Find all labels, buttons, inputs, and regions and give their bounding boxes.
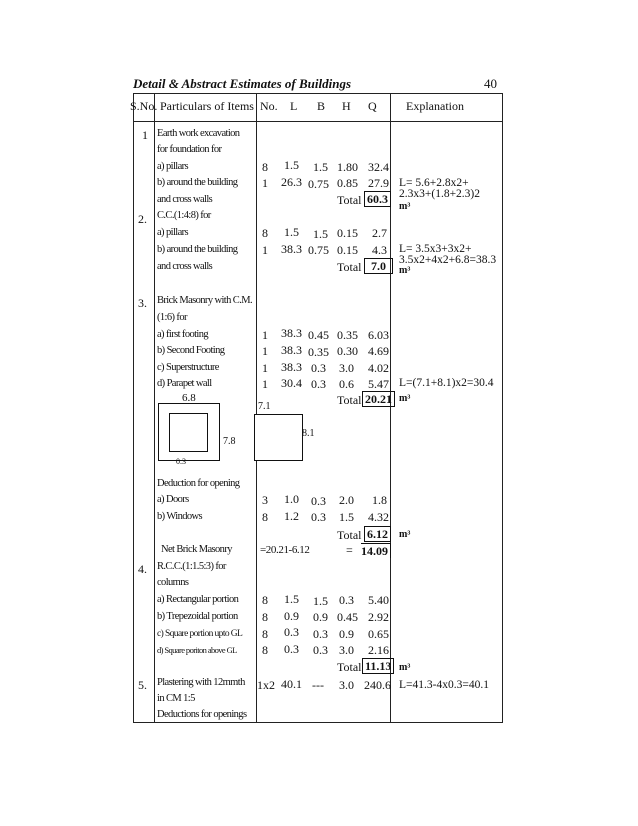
col-header-h: H <box>342 99 351 113</box>
cell-q: 4.3 <box>372 243 387 257</box>
cell-no: 1 <box>262 361 268 375</box>
particular-text: Earth work excavation <box>157 128 240 139</box>
particular-text: Plastering with 12mmth <box>157 677 245 688</box>
cell-b: 0.45 <box>308 328 329 342</box>
unit-label: m³ <box>399 662 411 673</box>
cell-l: 0.3 <box>284 625 299 639</box>
cell-b: 0.3 <box>313 643 328 657</box>
cell-q: 5.47 <box>368 377 389 391</box>
particular-text: d) Square poriton above GL <box>157 645 237 655</box>
cell-l: 0.9 <box>284 609 299 623</box>
particular-text: b) Second Footing <box>157 345 225 356</box>
particular-text: a) Rectangular portion <box>157 594 239 605</box>
cell-q: 4.69 <box>368 344 389 358</box>
cell-no: 8 <box>262 593 268 607</box>
net-value: 14.09 <box>361 543 391 558</box>
cell-b: --- <box>312 678 324 692</box>
particular-text: b) Windows <box>157 511 203 522</box>
col-header-explanation: Explanation <box>406 99 464 113</box>
cell-b: 0.35 <box>308 345 329 359</box>
cell-h: 0.35 <box>337 328 358 342</box>
cell-no: 1 <box>262 344 268 358</box>
unit-label: m³ <box>399 201 411 212</box>
col-header-particulars: Particulars of Items <box>160 99 254 113</box>
cell-h: 0.15 <box>337 226 358 240</box>
explanation-text: L= 5.6+2.8x2+ <box>399 177 469 189</box>
sno-4: 4. <box>138 562 147 576</box>
total-label: Total <box>337 393 362 407</box>
cell-h: 3.0 <box>339 643 354 657</box>
cell-l: 38.3 <box>281 360 302 374</box>
particular-text: c) Square portion upto GL <box>157 629 243 639</box>
sno-2: 2. <box>138 212 147 226</box>
sketch-dimension-label: 7.8 <box>223 436 236 447</box>
page-number: 40 <box>484 76 497 91</box>
cell-q: 240.6 <box>364 678 391 692</box>
cell-no: 8 <box>262 610 268 624</box>
cell-q: 5.40 <box>368 593 389 607</box>
particular-text: columns <box>157 577 189 588</box>
cell-h: 0.45 <box>337 610 358 624</box>
cell-l: 1.0 <box>284 492 299 506</box>
explanation-text: 2.3x3+(1.8+2.3)2 <box>399 188 481 200</box>
table-top-border <box>133 93 503 94</box>
particular-text: Deduction for opening <box>157 478 240 489</box>
cell-l: 1.5 <box>284 225 299 239</box>
total-value: 11.13 <box>362 658 394 674</box>
total-value: 60.3 <box>364 191 391 207</box>
explanation-text: L= 3.5x3+3x2+ <box>399 243 472 255</box>
total-value: 6.12 <box>364 526 391 542</box>
cell-b: 0.3 <box>311 377 326 391</box>
col-header-no: No. <box>260 99 278 113</box>
particular-text: C.C.(1:4:8) for <box>157 210 211 221</box>
cell-b: 0.9 <box>313 610 328 624</box>
cell-q: 0.65 <box>368 627 389 641</box>
table-left-border <box>133 93 134 723</box>
total-label: Total <box>337 260 362 274</box>
table-header-bottom-border <box>133 121 503 122</box>
cell-l: 26.3 <box>281 175 302 189</box>
cell-q: 4.32 <box>368 510 389 524</box>
cell-l: 38.3 <box>281 343 302 357</box>
cell-b: 0.3 <box>311 361 326 375</box>
particular-text: a) first footing <box>157 329 209 340</box>
cell-no: 1 <box>262 243 268 257</box>
cell-h: 0.30 <box>337 344 358 358</box>
particular-text: and cross walls <box>157 194 213 205</box>
explanation-text: 3.5x2+4x2+6.8=38.3 <box>399 254 497 266</box>
particular-text: Net Brick Masonry <box>161 544 232 555</box>
cell-no: 8 <box>262 627 268 641</box>
cell-h: 3.0 <box>339 361 354 375</box>
cell-no: 3 <box>262 493 268 507</box>
table-divider-sno <box>154 93 155 723</box>
cell-h: 0.3 <box>339 593 354 607</box>
cell-l: 1.5 <box>284 592 299 606</box>
cell-no: 1x2 <box>257 678 275 692</box>
cell-b: 1.5 <box>313 594 328 608</box>
cell-l: 0.3 <box>284 642 299 656</box>
sno-1: 1 <box>142 128 148 142</box>
cell-l: 40.1 <box>281 677 302 691</box>
cell-b: 0.3 <box>311 494 326 508</box>
cell-q: 2.92 <box>368 610 389 624</box>
table-divider-particulars <box>256 93 257 723</box>
table-divider-q <box>390 93 391 723</box>
unit-label: m³ <box>399 265 411 276</box>
sketch-dimension-label: 0.3 <box>176 457 186 466</box>
net-equals: = <box>346 543 353 557</box>
cell-l: 38.3 <box>281 242 302 256</box>
total-label: Total <box>337 528 362 542</box>
cell-l: 1.2 <box>284 509 299 523</box>
cell-no: 1 <box>262 377 268 391</box>
sketch-dimension-label: 8.1 <box>302 428 315 439</box>
cell-b: 0.3 <box>313 627 328 641</box>
cell-b: 1.5 <box>313 160 328 174</box>
sno-5: 5. <box>138 678 147 692</box>
particular-text: a) Doors <box>157 494 189 505</box>
particular-text: c) Superstructure <box>157 362 219 373</box>
cell-h: 3.0 <box>339 678 354 692</box>
col-header-sno: S.No. <box>130 99 158 113</box>
cell-b: 0.75 <box>308 243 329 257</box>
particular-text: Deductions for openings <box>157 709 247 720</box>
particular-text: R.C.C.(1:1.5:3) for <box>157 561 226 572</box>
cell-h: 0.9 <box>339 627 354 641</box>
sketch-inner-rectangle <box>169 413 208 452</box>
particular-text: a) pillars <box>157 227 189 238</box>
particular-text: a) pillars <box>157 161 189 172</box>
particular-text: b) around the building <box>157 177 238 188</box>
total-value: 7.0 <box>364 258 393 274</box>
cell-no: 1 <box>262 328 268 342</box>
table-right-border <box>502 93 503 723</box>
net-calc: =20.21-6.12 <box>260 544 310 556</box>
cell-b: 0.75 <box>308 177 329 191</box>
cell-l: 38.3 <box>281 326 302 340</box>
particular-text: Brick Masonry with C.M. <box>157 295 252 306</box>
table-bottom-border <box>133 722 503 723</box>
col-header-q: Q <box>368 99 377 113</box>
col-header-l: L <box>290 99 298 113</box>
cell-h: 0.6 <box>339 377 354 391</box>
unit-label: m³ <box>399 393 411 404</box>
particular-text: in CM 1:5 <box>157 693 195 704</box>
cell-h: 2.0 <box>339 493 354 507</box>
cell-q: 4.02 <box>368 361 389 375</box>
cell-no: 8 <box>262 160 268 174</box>
sketch-dimension-label: 7.1 <box>258 401 271 412</box>
page-header-title: Detail & Abstract Estimates of Buildings <box>133 76 352 91</box>
particular-text: for foundation for <box>157 144 222 155</box>
cell-q: 2.16 <box>368 643 389 657</box>
total-value: 20.21 <box>362 391 395 407</box>
cell-h: 0.85 <box>337 176 358 190</box>
cell-no: 8 <box>262 643 268 657</box>
cell-q: 27.9 <box>368 176 389 190</box>
cell-q: 6.03 <box>368 328 389 342</box>
unit-label: m³ <box>399 529 411 540</box>
cell-b: 0.3 <box>311 510 326 524</box>
sketch-dimension-label: 6.8 <box>182 392 196 404</box>
particular-text: d) Parapet wall <box>157 378 212 389</box>
cell-no: 8 <box>262 510 268 524</box>
particular-text: b) Trepezoidal portion <box>157 611 238 622</box>
cell-h: 1.80 <box>337 160 358 174</box>
cell-h: 1.5 <box>339 510 354 524</box>
cell-b: 1.5 <box>313 227 328 241</box>
particular-text: (1:6) for <box>157 312 187 323</box>
particular-text: and cross walls <box>157 261 213 272</box>
explanation-text: L=41.3-4x0.3=40.1 <box>399 679 489 691</box>
cell-no: 8 <box>262 226 268 240</box>
sno-3: 3. <box>138 296 147 310</box>
sketch-parapet-rectangle <box>254 414 303 461</box>
cell-q: 32.4 <box>368 160 389 174</box>
particular-text: b) around the building <box>157 244 238 255</box>
cell-q: 1.8 <box>372 493 387 507</box>
col-header-b: B <box>317 99 326 113</box>
total-label: Total <box>337 660 362 674</box>
total-label: Total <box>337 193 362 207</box>
cell-h: 0.15 <box>337 243 358 257</box>
explanation-text: L=(7.1+8.1)x2=30.4 <box>399 377 494 389</box>
cell-q: 2.7 <box>372 226 387 240</box>
cell-l: 30.4 <box>281 376 302 390</box>
cell-no: 1 <box>262 176 268 190</box>
cell-l: 1.5 <box>284 158 299 172</box>
